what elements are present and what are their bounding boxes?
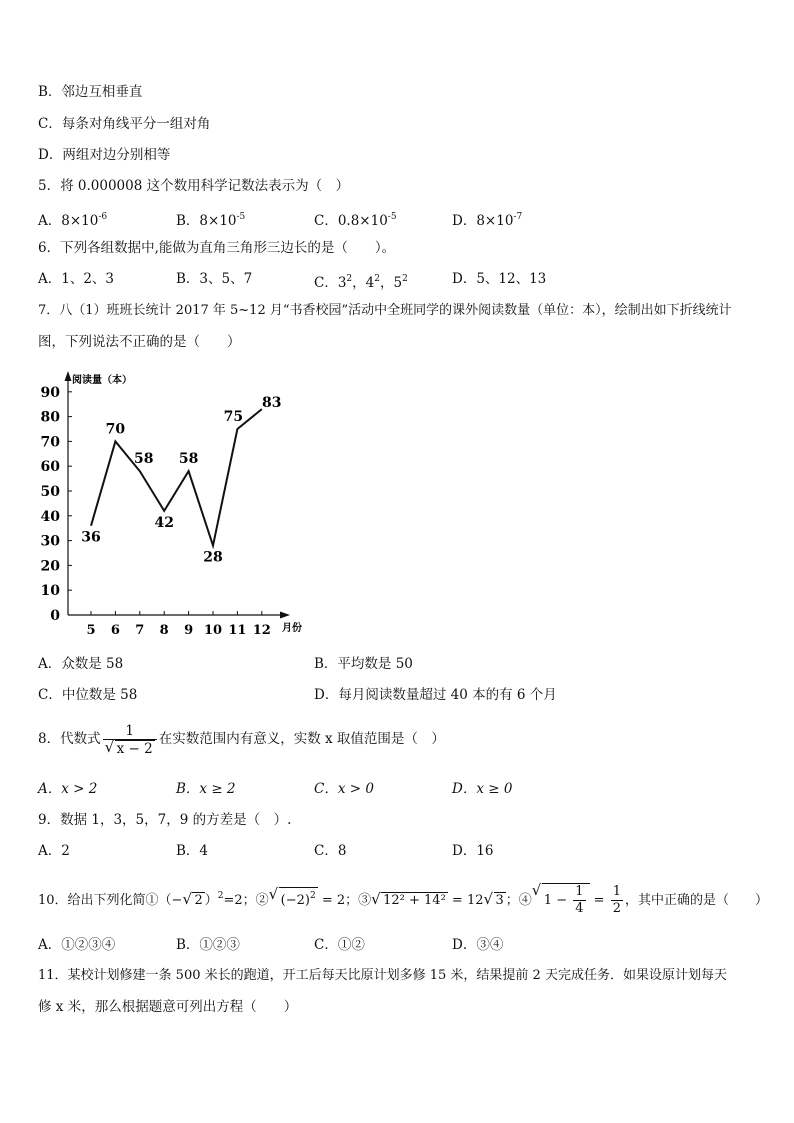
q8-option-b: B．x ≥ 2 (176, 781, 236, 797)
y-axis-arrow (65, 371, 72, 381)
q10-option-a: A．①②③④ (38, 937, 116, 953)
q4-option-d: D．两组对边分别相等 (38, 147, 171, 163)
q6-stem: 6．下列各组数据中,能做为直角三角形三边长的是（ ）。 (38, 240, 396, 256)
data-label: 75 (223, 409, 244, 425)
y-tick-label: 40 (40, 508, 60, 525)
x-tick-label: 7 (135, 623, 145, 638)
q6-option-c: C．$3^2$，$4^2$，$5^2$ (314, 274, 408, 291)
reading-line-chart (30, 365, 330, 640)
q6-option-a: A．1、2、3 (38, 271, 115, 287)
q10-option-d: D．③④ (452, 937, 504, 953)
q6-option-b: B．3、5、7 (176, 271, 253, 287)
q8-stem: 8．代数式 1 √ x − 2 在实数范围内有意义，实数 x 取值范围是（ ） (38, 719, 445, 759)
q11-stem-line2: 修 x 米，那么根据题意可列出方程（ ） (38, 999, 298, 1015)
y-tick-label: 10 (40, 583, 60, 600)
x-tick-label: 11 (228, 623, 247, 638)
x-axis-label: 月份 (282, 623, 302, 634)
y-tick-label: 50 (40, 484, 60, 500)
q9-option-b: B．4 (176, 843, 209, 859)
q5-option-a: A．$8\times 10^{-6}$ (38, 212, 108, 229)
q7-option-c: C．中位数是 58 (38, 687, 138, 703)
q4-option-c: C．每条对角线平分一组对角 (38, 116, 211, 132)
data-label: 83 (262, 395, 282, 412)
data-label: 42 (154, 514, 174, 531)
q5-option-c: C．$0.8\times 10^{-5}$ (314, 212, 397, 229)
q10-option-c: C．①② (314, 937, 365, 953)
q8-option-d: D．x ≥ 0 (452, 781, 513, 797)
x-tick-label: 5 (86, 623, 96, 638)
y-tick-label: 0 (50, 608, 60, 624)
x-tick-label: 12 (252, 623, 271, 638)
y-axis-label: 阅读量（本） (72, 375, 132, 386)
data-label: 70 (105, 421, 126, 438)
data-label: 36 (81, 529, 101, 546)
q5-option-d: D．$8\times 10^{-7}$ (452, 212, 523, 229)
q7-stem-line1: 7．八（1）班班长统计 2017 年 5~12 月“书香校园”活动中全班同学的课外阅读数量（单位：本），绘制出如下折线统计 (38, 303, 732, 318)
q7-option-a: A．众数是 58 (38, 656, 124, 672)
q9-option-c: C．8 (314, 843, 347, 859)
data-label: 58 (134, 451, 154, 468)
x-tick-label: 10 (203, 623, 223, 638)
y-tick-label: 90 (40, 384, 60, 401)
q9-option-a: A．2 (38, 843, 70, 859)
y-tick-label: 80 (40, 409, 60, 426)
q9-option-d: D．16 (452, 843, 494, 859)
x-tick-label: 8 (159, 623, 169, 638)
q4-option-b: B．邻边互相垂直 (38, 84, 143, 100)
y-tick-label: 70 (40, 434, 60, 451)
q8-fraction: 1 √ x − 2 (103, 723, 157, 757)
q5-stem: 5．将 0.000008 这个数用科学记数法表示为（ ） (38, 178, 350, 194)
x-tick-label: 6 (110, 623, 120, 638)
q7-option-d: D．每月阅读数量超过 40 本的有 6 个月 (314, 687, 557, 703)
q9-stem: 9．数据 1，3，5，7，9 的方差是（ ）. (38, 812, 292, 828)
data-label: 28 (203, 549, 223, 566)
q11-stem-line1: 11．某校计划修建一条 500 米长的跑道，开工后每天比原计划多修 15 米，结果提前 2 天完成任务．如果设原计划每天 (38, 968, 727, 983)
q5-option-b: B．$8\times 10^{-5}$ (176, 212, 246, 229)
y-tick-label: 30 (40, 533, 60, 550)
q7-option-b: B．平均数是 50 (314, 656, 413, 672)
q10-stem: 10．给出下列化简①（−√ 2 ）$^2$=2；②√ $(-2)^2 = 2$；③√ 12² + 14² = 12√ 3 ；④√ 1 − $\frac{1}{4}$ = $\frac{1}{2}$ ，其中正确的是（ ） (38, 874, 768, 918)
q8-option-a: A．x > 2 (38, 781, 98, 797)
q8-option-c: C．x > 0 (314, 781, 374, 797)
y-tick-label: 20 (40, 558, 60, 575)
q7-stem-line2: 图，下列说法不正确的是（ ） (38, 334, 241, 350)
data-label: 58 (178, 451, 199, 468)
q6-option-d: D．5、12、13 (452, 271, 547, 287)
y-tick-label: 60 (40, 459, 60, 476)
x-axis-arrow (280, 612, 290, 619)
q10-option-b: B．①②③ (176, 937, 240, 953)
x-tick-label: 9 (184, 623, 194, 638)
